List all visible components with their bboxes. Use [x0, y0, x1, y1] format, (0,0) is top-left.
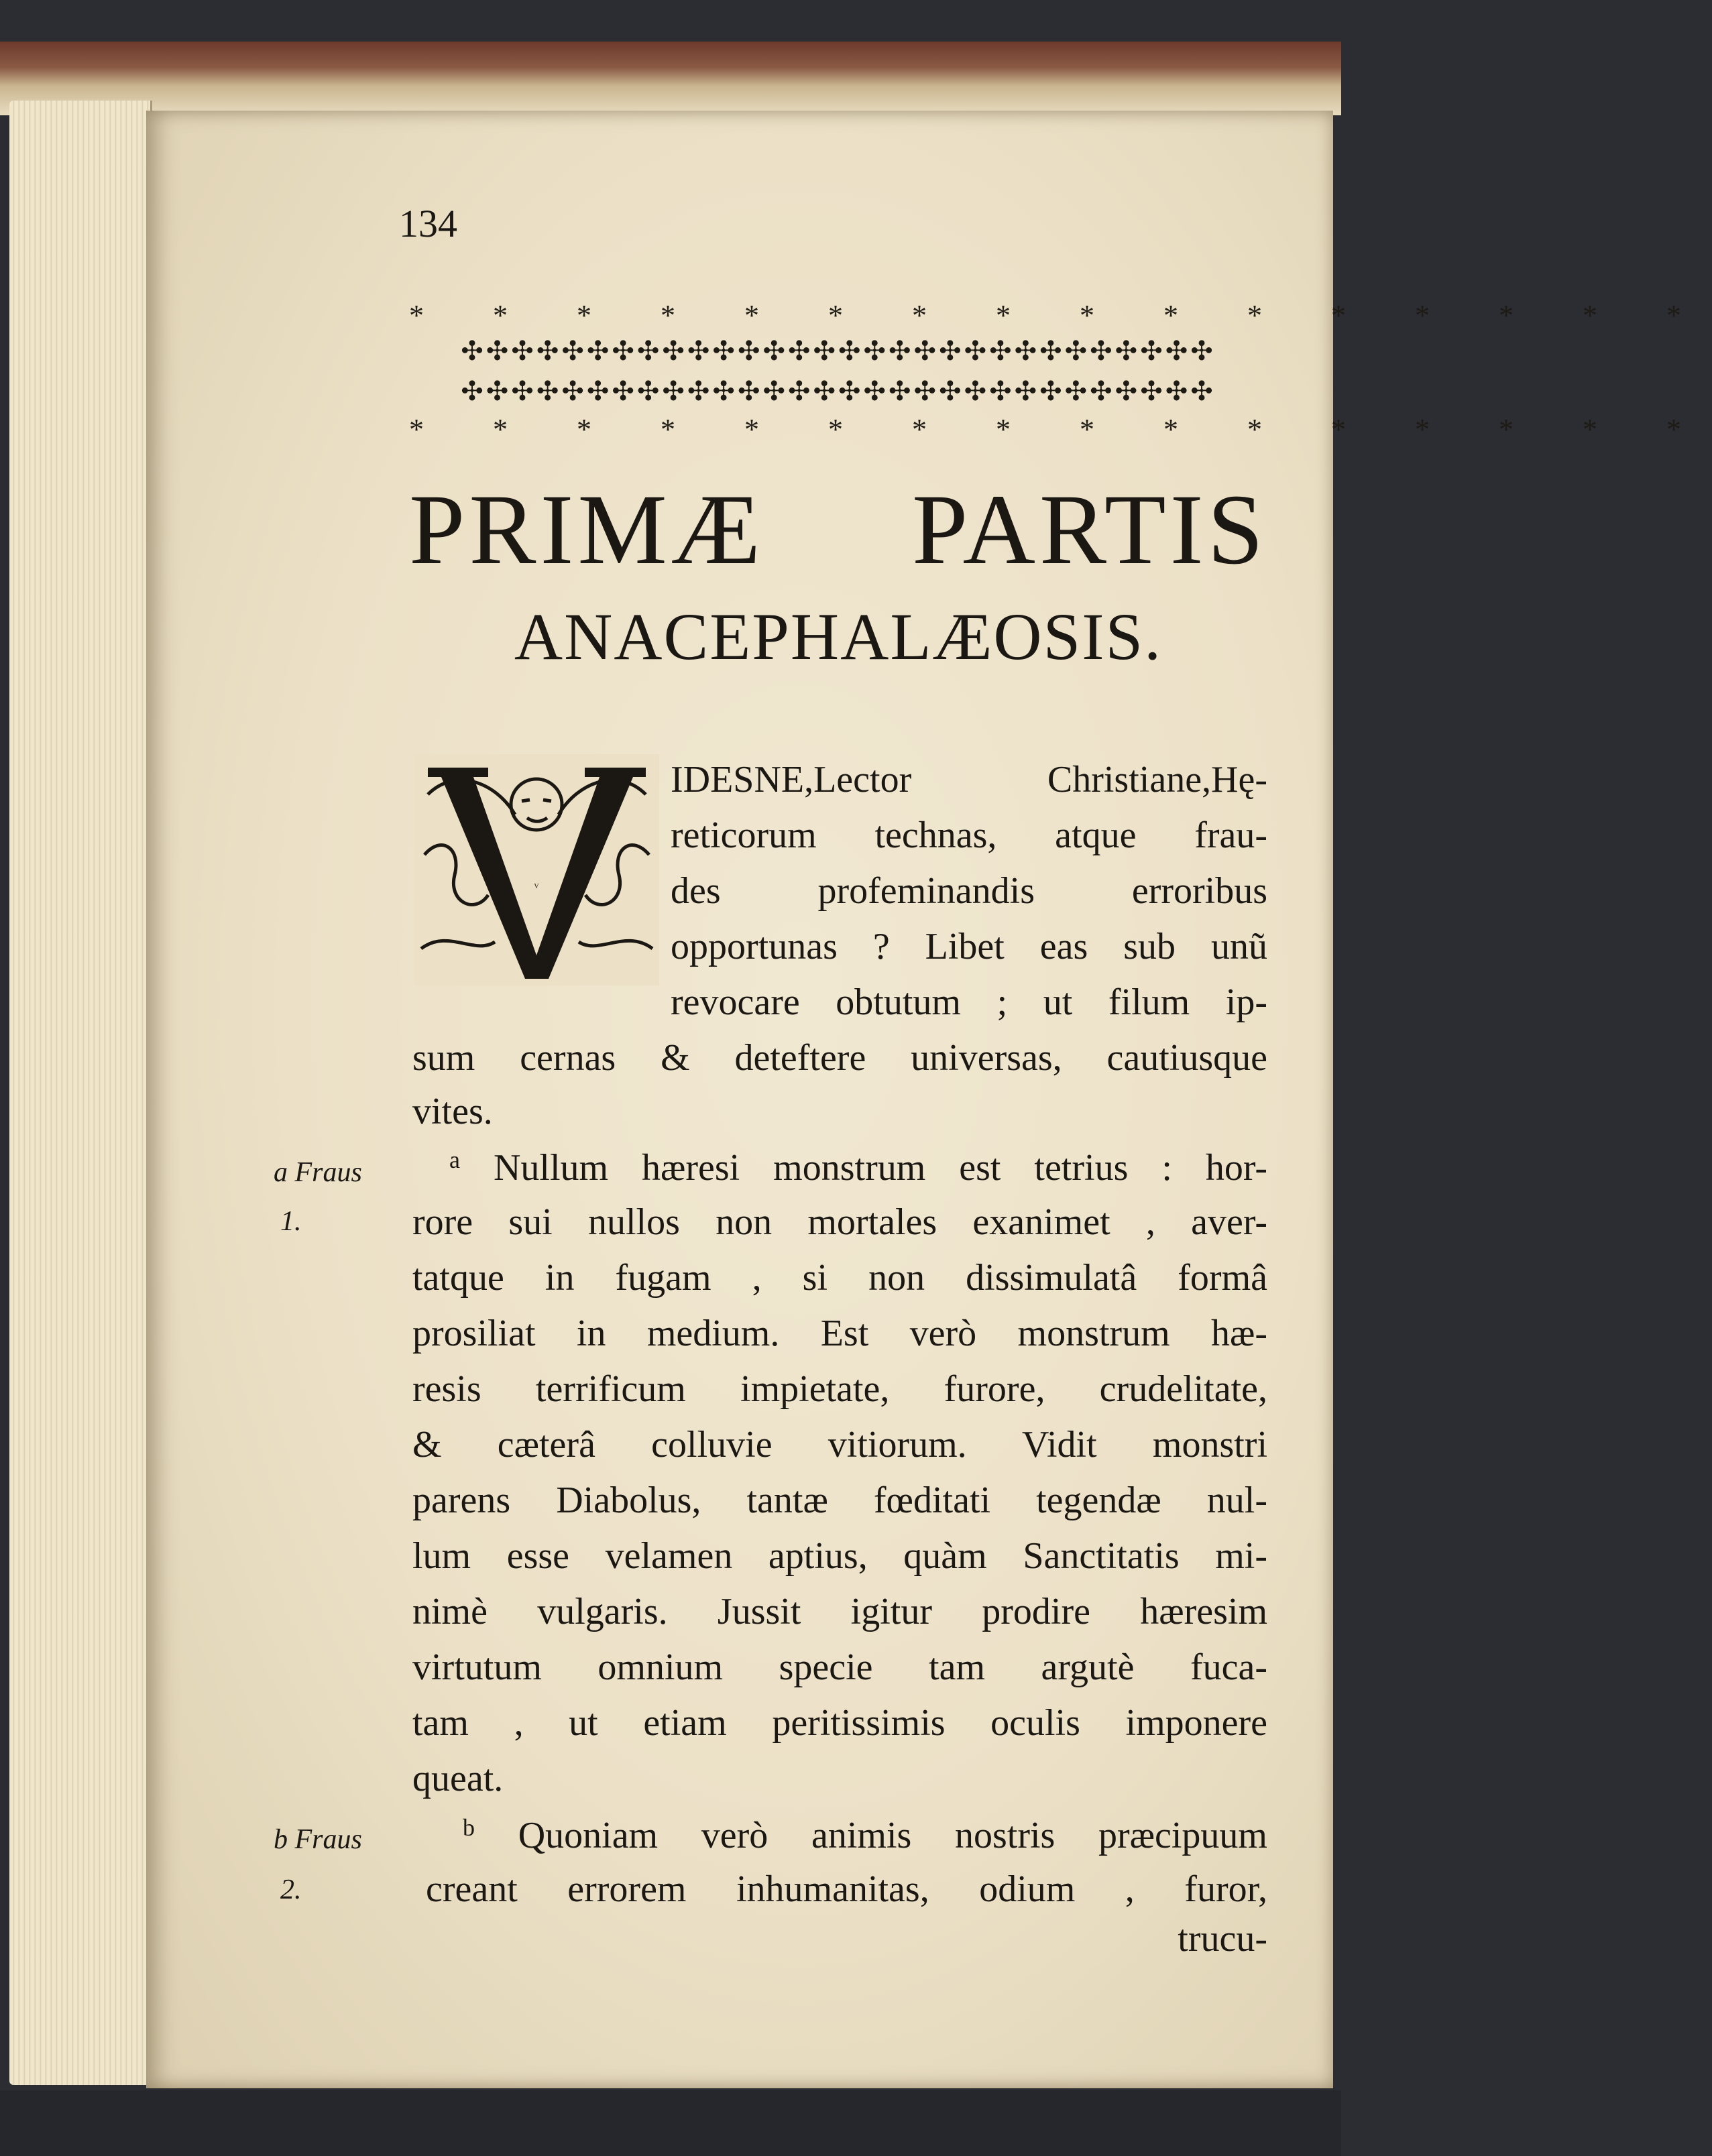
ornament-star-row-top: * * * * * * * * * * * * * * * * [409, 299, 1712, 332]
p3-marker: b [463, 1814, 475, 1841]
p1-line-5: revocare obtutum ; ut filum ip- [671, 981, 1267, 1023]
initial-letter-text: V [534, 883, 539, 890]
p2-line-6: & cæterâ colluvie vitiorum. Vidit monstri [412, 1424, 1267, 1465]
page-number: 134 [399, 202, 457, 245]
p3-line-2: creant errorem inhumanitas, odium , furor, [426, 1868, 1267, 1910]
p1-line-4: opportunas ? Libet eas sub unũ [671, 926, 1267, 967]
p2-line-8: lum esse velamen aptius, quàm Sanctitatis mi- [412, 1535, 1267, 1577]
p2-line-2: rore sui nullos non mortales exanimet , aver- [412, 1201, 1267, 1243]
p2-line-4: prosiliat in medium. Est verò monstrum hæ- [412, 1313, 1267, 1354]
ornament-flower-row-2: ✣✣✣✣✣✣✣✣✣✣✣✣✣✣✣✣✣✣✣✣✣✣✣✣✣✣✣✣✣✣ [461, 376, 1216, 406]
p1-line-2: reticorum technas, atque frau- [671, 815, 1267, 856]
margin-note-a: a Fraus [274, 1157, 362, 1188]
p3-line-1 [463, 1815, 1267, 1854]
p2-line-12: queat. [412, 1758, 504, 1799]
p2-line-11: tam , ut etiam peritissimis oculis imponere [412, 1702, 1267, 1744]
p1-line-3: des profeminandis erroribus [671, 870, 1267, 912]
p2-line-10: virtutum omnium specie tam argutè fuca- [412, 1646, 1267, 1688]
p2-line-9: nimè vulgaris. Jussit igitur prodire hæresim [412, 1591, 1267, 1632]
ornament-flower-row-1: ✣✣✣✣✣✣✣✣✣✣✣✣✣✣✣✣✣✣✣✣✣✣✣✣✣✣✣✣✣✣ [461, 336, 1216, 366]
title-line-1 [409, 474, 1267, 585]
p2-line-1 [449, 1148, 1267, 1187]
catchword: trucu- [1178, 1918, 1267, 1960]
margin-note-b-number: 2. [280, 1874, 302, 1905]
title-word-partis: PARTIS [911, 474, 1267, 585]
p3-line-1-text: Quoniam verò animis nostris præcipuum [518, 1815, 1267, 1856]
p1-line-1: IDESNE,Lector Christiane,Hę- [671, 759, 1267, 800]
margin-note-b: b Fraus [274, 1824, 362, 1855]
title-word-primae: PRIMÆ [409, 474, 765, 585]
p2-line-3: tatque in fugam , si non dissimulatâ formâ [412, 1257, 1267, 1299]
p2-line-7: parens Diabolus, tantæ fœditati tegendæ nul- [412, 1480, 1267, 1521]
p2-marker: a [449, 1146, 460, 1173]
ornament-star-row-bottom: * * * * * * * * * * * * * * * * [409, 413, 1712, 446]
p2-line-5: resis terrificum impietate, furore, crudelitate, [412, 1368, 1267, 1410]
decorated-initial-v [414, 754, 659, 985]
book-top-edge [0, 42, 1341, 115]
background-bottom [0, 2090, 1341, 2156]
p1-line-7: vites. [412, 1091, 493, 1132]
title-line-2: ANACEPHALÆOSIS. [514, 599, 1163, 674]
p1-line-6: sum cernas & deteftere universas, cautiusque [412, 1037, 1267, 1079]
p2-line-1-text: Nullum hæresi monstrum est tetrius : hor- [493, 1147, 1267, 1189]
page-stack-edge [9, 101, 152, 2085]
margin-note-a-number: 1. [280, 1206, 302, 1237]
